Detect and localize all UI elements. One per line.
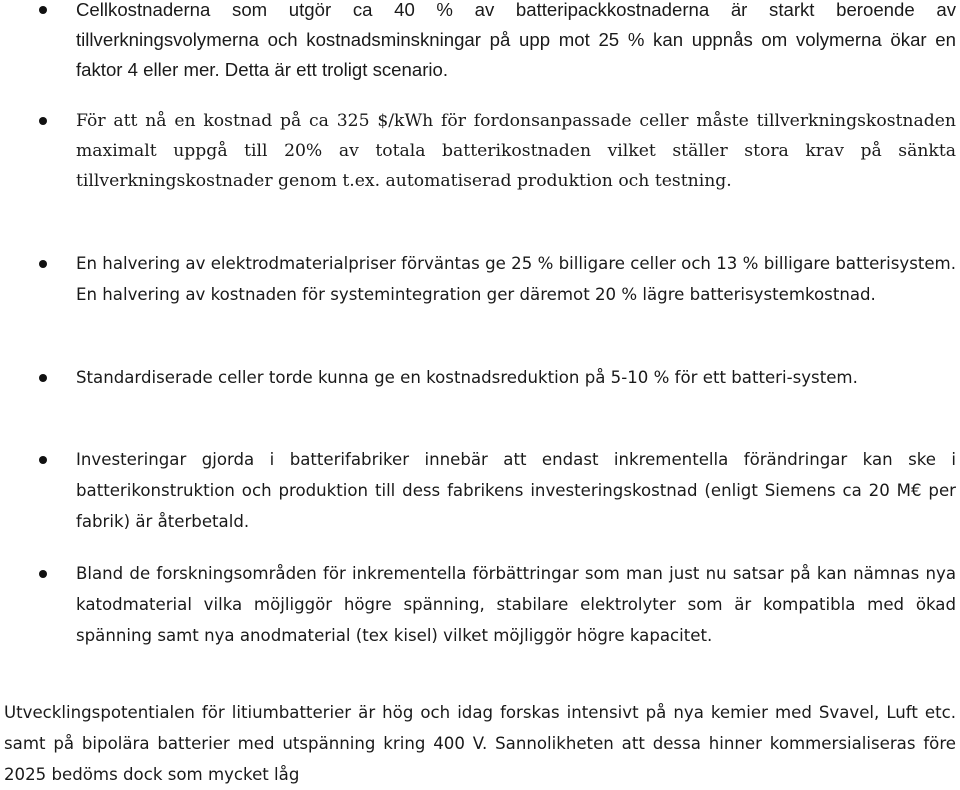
bullet-item-electrode-prices: En halvering av elektrodmaterialpriser förväntas ge 25 % billigare celler och 13 % billigare batterisystem. En halvering av kostnaden för systemintegration ger däremot 20 % lägre batterisystemkostnad.: [76, 248, 956, 310]
bullet-item-cell-costs: Cellkostnaderna som utgör ca 40 % av batteripackkostnaderna är starkt beroende av tillverkningsvolymerna och kostnadsminskningar på upp mot 25 % kan uppnås om volymerna ökar en faktor 4 eller mer. Detta är ett troligt scenario.: [76, 0, 956, 85]
bullet-item-standardized-cells: Standardiserade celler torde kunna ge en kostnadsreduktion på 5-10 % för ett batteri-system.: [76, 362, 956, 393]
bullet-item-research-areas: Bland de forskningsområden för inkrementella förbättringar som man just nu satsar på kan nämnas nya katodmaterial vilka möjliggör högre spänning, stabilare elektrolyter som är kompatibla med ökad spänning samt nya anodmaterial (tex kisel) vilket möjliggör högre kapacitet.: [76, 558, 956, 651]
bullet-item-factory-investments: Investeringar gjorda i batterifabriker innebär att endast inkrementella förändringar kan ske i batterikonstruktion och produktion till dess fabrikens investeringskostnad (enligt Siemens ca 20 M€ per fabrik) är återbetald.: [76, 444, 956, 537]
bullet-item-manufacturing-cost: För att nå en kostnad på ca 325 $/kWh för fordonsanpassade celler måste tillverkningskostnaden maximalt uppgå till 20% av totala batterikostnaden vilket ställer stora krav på sänkta tillverkningskostnader genom t.ex. automatiserad produktion och testning.: [76, 106, 956, 196]
closing-paragraph: Utvecklingspotentialen för litiumbatterier är hög och idag forskas intensivt på nya kemier med Svavel, Luft etc. samt på bipolära batterier med utspänning kring 400 V. Sannolikheten att dessa hinner kommersialiseras före 2025 bedöms dock som mycket låg: [4, 703, 956, 784]
